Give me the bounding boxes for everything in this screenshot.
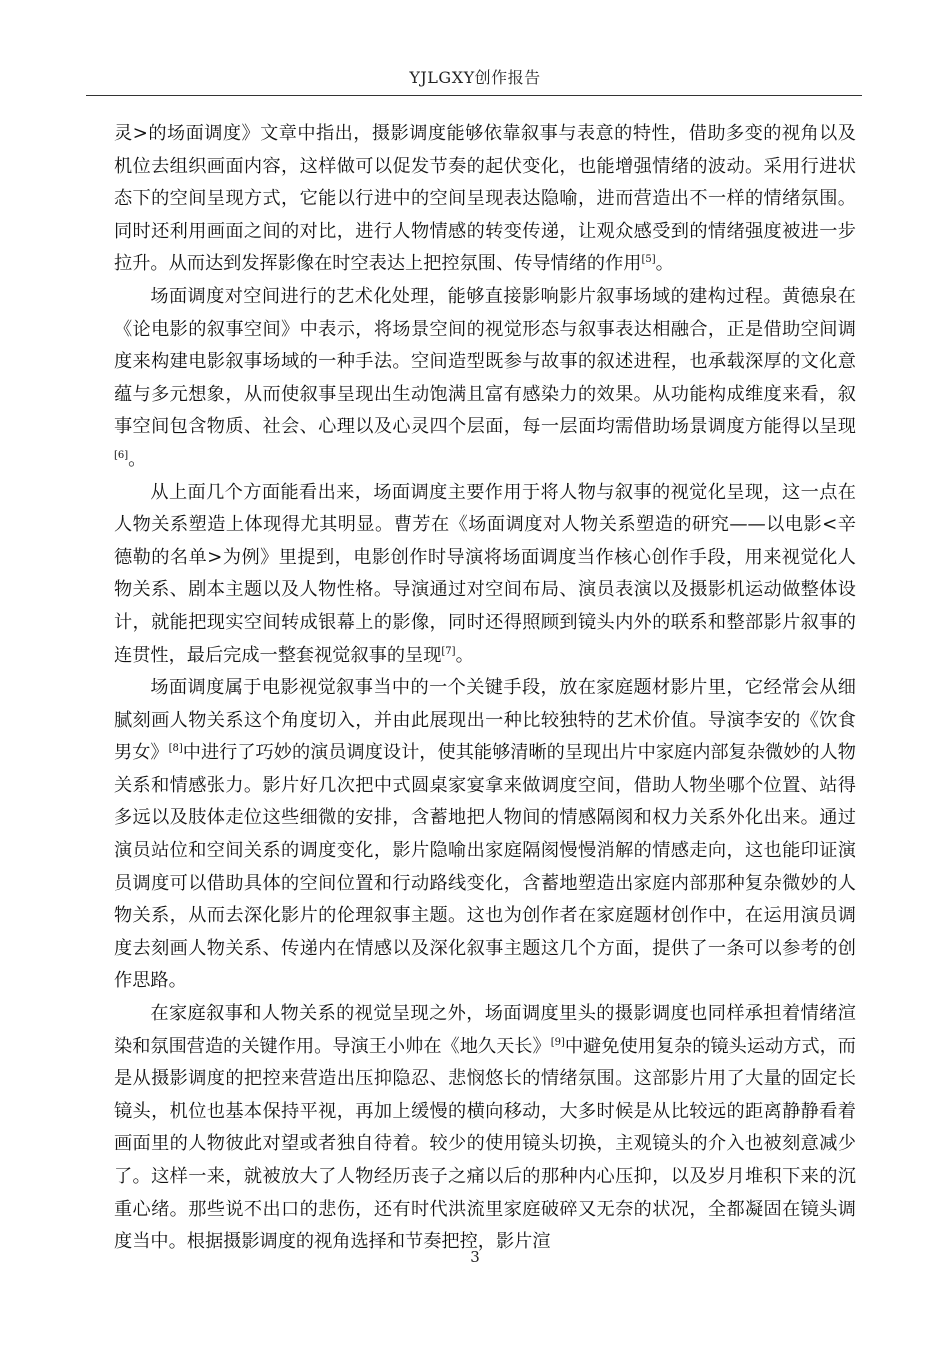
paragraph-1: [114, 118, 856, 281]
paragraph-tail: 。: [455, 644, 474, 666]
paragraph-2: [114, 281, 856, 477]
paragraph-text: 在家庭叙事和人物关系的视觉呈现之外，场面调度里头的摄影调度也同样承担着情绪渲染和氛围营造的关键作用。导演王小帅在《地久天长》: [114, 1003, 856, 1057]
citation-ref: [6]: [114, 449, 129, 461]
citation-ref: [5]: [641, 254, 656, 266]
page-number: 3: [470, 1248, 480, 1266]
paragraph-5: [114, 998, 856, 1259]
paragraph-tail: 中避免使用复杂的镜头运动方式，而是从摄影调度的把控来营造出压抑隐忍、悲悯悠长的情绪氛围。这部影片用了大量的固定长镜头，机位也基本保持平视，再加上缓慢的横向移动，大多时候是从比较远的距离静静看着画面里的人物彼此对望或者独自待着。较少的使用镜头切换，主观镜头的介入也被刻意减少了。这样一来，就被放大了人物经历丧子之痛以后的那种内心压抑，以及岁月堆积下来的沉重心绪。那些说不出口的悲伤，还有时代洪流里家庭破碎又无奈的状况，全都凝固在镜头调度当中。根据摄影调度的视角选择和节奏把控，影片渲: [114, 1035, 856, 1253]
paragraph-tail: 。: [655, 253, 674, 275]
paragraph-text: 场面调度属于电影视觉叙事当中的一个关键手段，放在家庭题材影片里，它经常会从细腻刻画人物关系这个角度切入，并由此展现出一种比较独特的艺术价值。导演李安的《饮食男女》: [114, 677, 856, 764]
citation-ref: [9]: [550, 1036, 565, 1048]
body-text: [114, 118, 856, 1259]
paragraph-tail: 中进行了巧妙的演员调度设计，使其能够清晰的呈现出片中家庭内部复杂微妙的人物关系和情感张力。影片好几次把中式圆桌家宴拿来做调度空间，借助人物坐哪个位置、站得多远以及肢体走位这些细微的安排，含蓄地把人物间的情感隔阂和权力关系外化出来。通过演员站位和空间关系的调度变化，影片隐喻出家庭隔阂慢慢消解的情感走向，这也能印证演员调度可以借助具体的空间位置和行动路线变化，含蓄地塑造出家庭内部那种复杂微妙的人物关系，从而去深化影片的伦理叙事主题。这也为创作者在家庭题材创作中，在运用演员调度去刻画人物关系、传递内在情感以及深化叙事主题这几个方面，提供了一条可以参考的创作思路。: [114, 742, 856, 992]
citation-ref: [8]: [168, 743, 183, 755]
paragraph-4: [114, 672, 856, 998]
paragraph-tail: 。: [128, 448, 147, 470]
paragraph-text: 场面调度对空间进行的艺术化处理，能够直接影响影片叙事场域的建构过程。黄德泉在《论电影的叙事空间》中表示，将场景空间的视觉形态与叙事表达相融合，正是借助空间调度来构建电影叙事场域的一种手法。空间造型既参与故事的叙述进程，也承载深厚的文化意蕴与多元想象，从而使叙事呈现出生动饱满且富有感染力的效果。从功能构成维度来看，叙事空间包含物质、社会、心理以及心灵四个层面，每一层面均需借助场景调度方能得以呈现: [114, 285, 856, 438]
running-header: YJLGXY创作报告: [409, 68, 541, 87]
paragraph-3: [114, 477, 856, 673]
citation-ref: [7]: [441, 645, 456, 657]
paragraph-text: 灵>的场面调度》文章中指出，摄影调度能够依靠叙事与表意的特性，借助多变的视角以及机位去组织画面内容，这样做可以促发节奏的起伏变化，也能增强情绪的波动。采用行进状态下的空间呈现方式，它能以行进中的空间呈现表达隐喻，进而营造出不一样的情绪氛围。同时还利用画面之间的对比，进行人物情感的转变传递，让观众感受到的情绪强度被进一步拉升。从而达到发挥影像在时空表达上把控氛围、传导情绪的作用: [114, 123, 856, 275]
paragraph-text: 从上面几个方面能看出来，场面调度主要作用于将人物与叙事的视觉化呈现，这一点在人物关系塑造上体现得尤其明显。曹芳在《场面调度对人物关系塑造的研究——以电影<辛德勒的名单>为例》里提到，电影创作时导演将场面调度当作核心创作手段，用来视觉化人物关系、剧本主题以及人物性格。导演通过对空间布局、演员表演以及摄影机运动做整体设计，就能把现实空间转成银幕上的影像，同时还得照顾到镜头内外的联系和整部影片叙事的连贯性，最后完成一整套视觉叙事的呈现: [114, 481, 856, 666]
header-rule: [86, 95, 862, 96]
